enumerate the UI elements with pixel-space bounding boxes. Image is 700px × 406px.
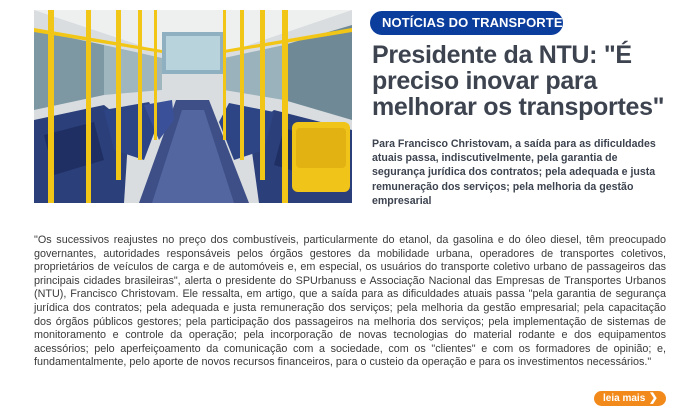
section-badge: NOTÍCIAS DO TRANSPORTE xyxy=(370,11,563,35)
read-more-button[interactable] xyxy=(594,391,666,406)
read-more-label: leia mais xyxy=(603,393,646,404)
article-headline: Presidente da NTU: "É preciso inovar para melhorar os transportes" xyxy=(372,41,665,121)
bus-interior-photo xyxy=(34,10,352,203)
article-body: "Os sucessivos reajustes no preço dos combustíveis, particularmente do etanol, da gasolina e do óleo diesel, têm preocupado governantes, autoridades responsáveis pelos órgãos gestores da mobilidade urbana, operadores de transportes coletivos, proprietários de veículos de carga e de automóveis e, em especial, os usuários do transporte coletivo urbano de passageiros das principais cidades brasileiras", alerta o presidente do SPUrbanuss e Associação Nacional das Empresas de Transportes Urbanos (NTU), Francisco Christovam. Ele ressalta, em artigo, que a saída para as dificuldades atuais passa "pela garantia de segurança jurídica dos contratos; pela adequada e justa remuneração dos serviços; pela melhoria da gestão empresarial; pela capacitação dos órgãos públicos gestores; pela participação dos passageiros na melhoria dos serviços; pela implementação de sistemas de monitoramento e controle da operação; pela incorporação de novas tecnologias do material rodante e dos equipamentos acessórios; pelo aperfeiçoamento da comunicação com a sociedade, com os "clientes" e com os formadores de opinião; e, fundamentalmente, pelo aporte de novos recursos financeiros, para o custeio da operação e para os investimentos necessários." xyxy=(34,234,666,369)
chevron-right-icon: ❯ xyxy=(648,392,658,404)
article-lead: Para Francisco Christovam, a saída para as dificuldades atuais passa, indiscutivelmente, pela garantia de segurança jurídica dos contratos; pela adequada e justa remuneração dos serviços; pela melhoria da gestão empresarial xyxy=(372,138,656,207)
